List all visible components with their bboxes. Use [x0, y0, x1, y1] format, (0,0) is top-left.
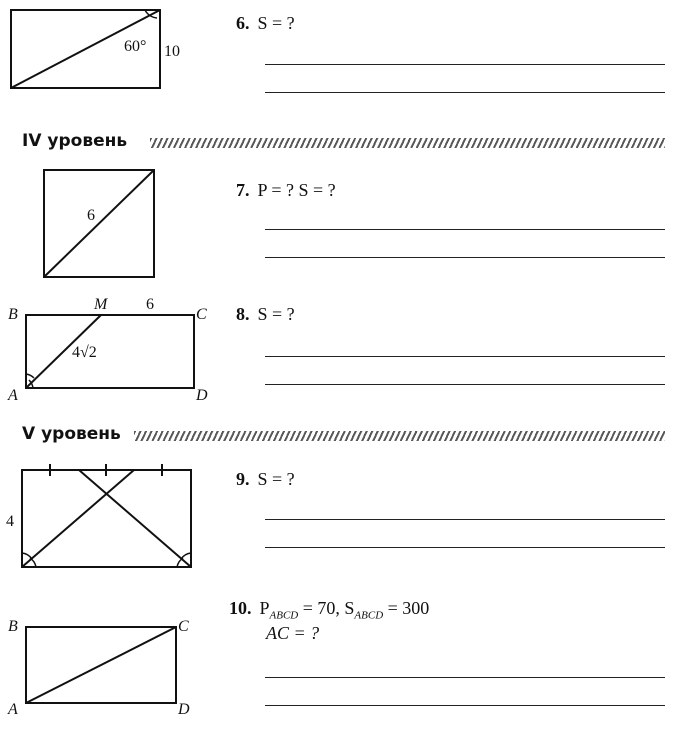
problem-8-number: 8.	[236, 304, 250, 324]
problem-10-area	[344, 598, 430, 622]
level-v-heading: V уровень	[22, 424, 121, 444]
fig10-diagonal-ac	[26, 627, 176, 703]
fig7-diagonal	[44, 170, 154, 277]
fig7-diagonal-label: 6	[87, 207, 95, 224]
problem-7	[236, 180, 336, 201]
fig8-rectangle	[26, 315, 194, 388]
problem-8	[236, 304, 295, 325]
fig8-vertex-a: A	[8, 387, 18, 404]
problem-8-question: S = ?	[257, 304, 295, 324]
fig8-mc-label: 6	[146, 296, 154, 313]
problem-10-answer-line-1[interactable]	[265, 677, 665, 678]
perimeter-subscript: ABCD	[269, 609, 299, 622]
problem-6-number: 6.	[236, 13, 250, 33]
level-v-hatch	[134, 431, 665, 441]
problem-7-answer-line-2[interactable]	[265, 257, 665, 258]
perimeter-value: = 70,	[302, 598, 340, 618]
problem-10-answer-line-2[interactable]	[265, 705, 665, 706]
fig10-vertex-c: C	[178, 618, 189, 635]
perimeter-symbol: P	[259, 598, 270, 618]
fig9-height-label: 4	[6, 513, 14, 530]
level-iv-heading: IV уровень	[22, 131, 128, 151]
problem-6-answer-line-2[interactable]	[265, 92, 665, 93]
figure-8	[26, 315, 194, 388]
level-iv-hatch	[150, 138, 665, 148]
problem-9-number: 9.	[236, 469, 250, 489]
problem-9-answer-line-1[interactable]	[265, 519, 665, 520]
fig6-angle-label: 60°	[124, 38, 147, 55]
fig10-vertex-d: D	[178, 701, 190, 718]
fig9-rectangle	[22, 470, 191, 567]
fig9-bisector-right	[79, 470, 191, 567]
fig9-bisector-left	[22, 470, 134, 567]
problem-6-answer-line-1[interactable]	[265, 64, 665, 65]
problem-10-perimeter	[259, 598, 340, 622]
problem-9-question: S = ?	[257, 469, 295, 489]
fig6-side-label: 10	[164, 43, 180, 60]
problem-6	[236, 13, 295, 34]
problem-10-question: AC = ?	[266, 623, 320, 643]
problem-6-question: S = ?	[257, 13, 295, 33]
problem-8-answer-line-1[interactable]	[265, 356, 665, 357]
fig9-arc-right-2	[177, 558, 183, 567]
problem-10-number: 10.	[229, 598, 252, 618]
figure-10	[26, 627, 176, 703]
problem-8-answer-line-2[interactable]	[265, 384, 665, 385]
area-value: = 300	[387, 598, 430, 618]
area-symbol: S	[344, 598, 355, 618]
fig8-vertex-c: C	[196, 306, 207, 323]
problem-9-answer-line-2[interactable]	[265, 547, 665, 548]
fig10-vertex-b: B	[8, 618, 18, 635]
problem-7-answer-line-1[interactable]	[265, 229, 665, 230]
fig8-vertex-b: B	[8, 306, 18, 323]
fig8-point-m: M	[94, 296, 108, 313]
problem-9	[236, 469, 295, 490]
fig8-vertex-d: D	[196, 387, 208, 404]
fig8-segment-label: 4√2	[72, 344, 97, 361]
fig10-vertex-a: A	[8, 701, 18, 718]
fig8-angle-arc-1	[26, 374, 34, 378]
area-subscript: ABCD	[354, 609, 384, 622]
problem-10	[229, 598, 429, 622]
problem-7-number: 7.	[236, 180, 250, 200]
figure-7	[44, 170, 154, 277]
fig9-arc-left-2	[30, 558, 36, 567]
figure-9	[22, 464, 191, 567]
problem-7-question: P = ? S = ?	[257, 180, 336, 200]
